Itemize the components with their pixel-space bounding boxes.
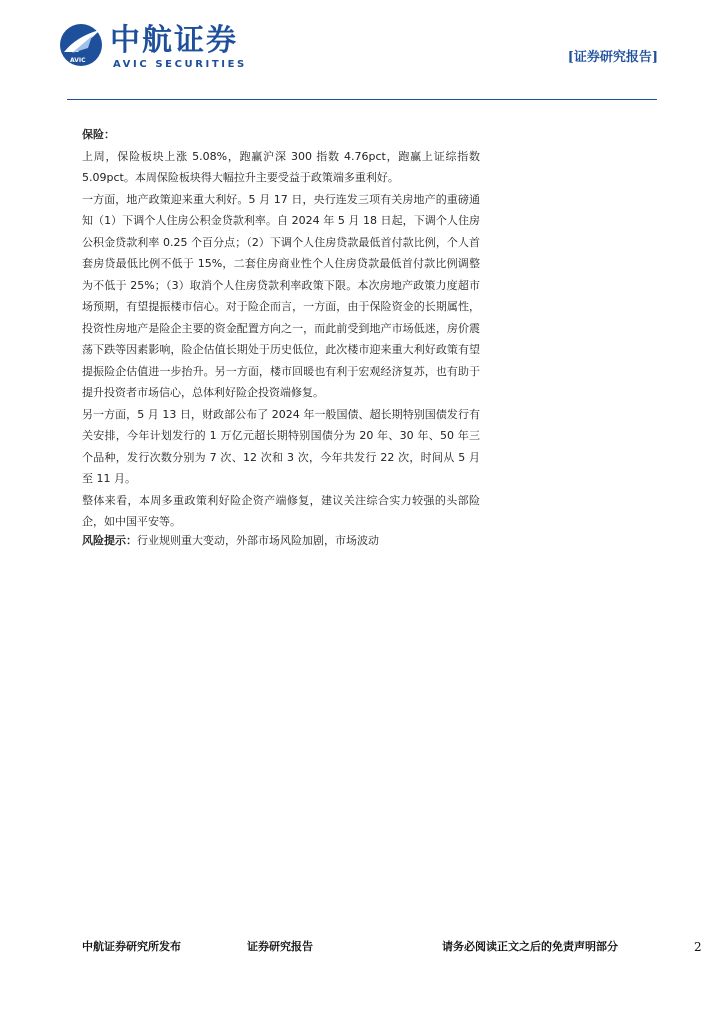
body-paragraph: 整体来看，本周多重政策利好险企资产端修复，建议关注综合实力较强的头部险企，如中国平安等。 bbox=[82, 493, 480, 528]
report-type-tag: [证券研究报告] bbox=[567, 50, 658, 65]
brand-name-cn: 中航证券 bbox=[110, 23, 238, 58]
body-paragraph: 一方面，地产政策迎来重大利好。5 月 17 日，央行连发三项有关房地产的重磅通知（1）下调个人住房公积金贷款利率。自 2024 年 5 月 18 日起，下调个人住房公积金贷款利率 0.25 个百分点；（2）下调个人住房贷款最低首付款比例，个人首套房贷最低比例不低于 15%，二套住房商业性个人住房贷款最低首付款比例调整为不低于 25%；（3）取消个人住房贷款利率政策下限。本次房地产政策力度超市场预期，有望提振楼市信心。对于险企而言，一方面，由于保险资金的长期属性，投资性房地产是险企主要的资金配置方向之一，而此前受到地产市场低迷，房价震荡下跌等因素影响，险企估值长期处于历史低位，此次楼市迎来重大利好政策有望提振险企估值进一步抬升。另一方面，楼市回暖也有利于宏观经济复苏，也有助于提升投资者市场信心，总体利好险企投资端修复。 bbox=[82, 192, 480, 399]
footer-report-type: 证券研究报告 bbox=[247, 940, 313, 953]
risk-warning-label: 风险提示： bbox=[82, 534, 137, 547]
body-paragraph: 上周，保险板块上涨 5.08%，跑赢沪深 300 指数 4.76pct，跑赢上证综指数 5.09pct。本周保险板块得大幅拉升主要受益于政策端多重利好。 bbox=[82, 149, 480, 184]
logo-mark-text: AVIC bbox=[70, 57, 86, 64]
footer-disclaimer: 请务必阅读正文之后的免责声明部分 bbox=[442, 940, 618, 953]
header-divider bbox=[67, 99, 657, 100]
report-body bbox=[82, 124, 480, 533]
company-logo bbox=[58, 22, 258, 72]
brand-name-en: AVIC SECURITIES bbox=[113, 59, 247, 70]
avic-plane-icon bbox=[58, 22, 104, 68]
section-title: 保险： bbox=[82, 128, 115, 141]
page-footer bbox=[0, 936, 724, 956]
body-paragraph: 另一方面，5 月 13 日，财政部公布了 2024 年一般国债、超长期特别国债发行有关安排，今年计划发行的 1 万亿元超长期特别国债分为 20 年、30 年、50 年三个品种，发行次数分别为 7 次、12 次和 3 次，今年共发行 22 次，时间从 5 月至 11 月。 bbox=[82, 407, 480, 485]
risk-warning-text: 行业规则重大变动，外部市场风险加剧，市场波动 bbox=[137, 534, 379, 547]
footer-publisher: 中航证券研究所发布 bbox=[82, 940, 181, 953]
risk-warning bbox=[82, 532, 642, 550]
page-number: 2 bbox=[694, 940, 702, 954]
